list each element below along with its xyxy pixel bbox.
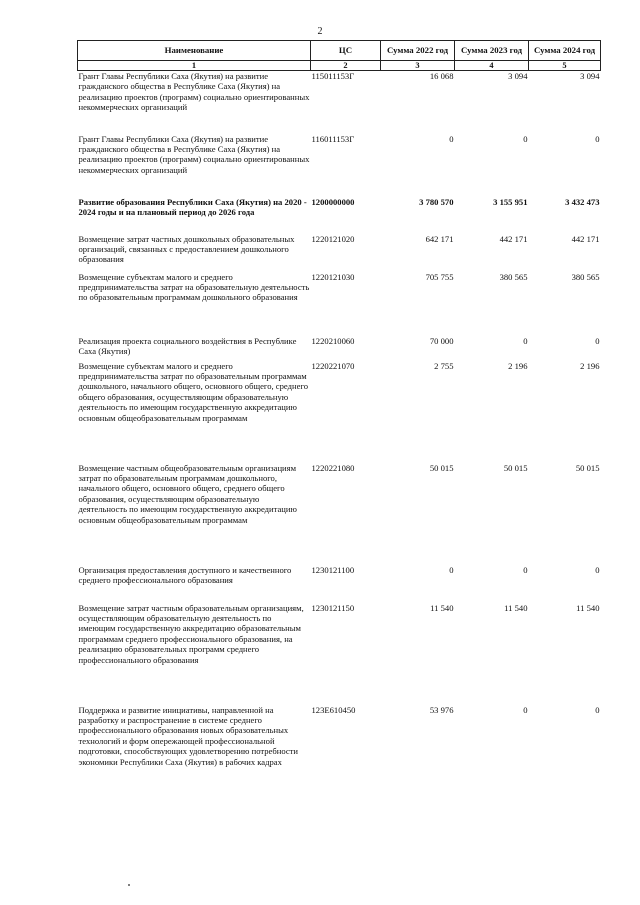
row-sum-2022: 16 068 (429, 71, 454, 81)
table-row (78, 71, 601, 134)
row-sum-2023: 11 540 (504, 602, 528, 613)
budget-table (77, 40, 601, 795)
row-cs: 123E610450 (311, 704, 356, 715)
row-name: Возмещение затрат частным образовательным организациям, осуществляющим образовательную деятельность по имеющим государственную аккредитацию образовательным программам среднего профессионального образования, на реализацию образовательных программ среднего профессионального образования (78, 602, 304, 665)
column-number: 3 (381, 61, 455, 71)
table-row (78, 272, 601, 336)
header-sum-2022: Сумма 2022 год (381, 41, 455, 61)
row-sum-2023: 0 (523, 564, 528, 575)
row-sum-2023: 442 171 (499, 233, 528, 244)
row-name: Организация предоставления доступного и качественного среднего профессионального образования (78, 564, 292, 585)
table-row (78, 565, 601, 603)
header-sum-2024: Сумма 2024 год (529, 41, 601, 61)
row-sum-2023: 3 155 951 (493, 196, 528, 207)
row-sum-2024: 3 432 473 (565, 196, 600, 207)
row-sum-2024: 0 (595, 564, 600, 575)
row-sum-2024: 50 015 (575, 462, 600, 473)
table-row (78, 361, 601, 463)
row-cs: 1220121020 (311, 233, 355, 244)
row-sum-2024: 380 565 (571, 271, 600, 282)
table-row (78, 336, 601, 361)
table-header-row (78, 41, 601, 61)
row-cs: 1220210060 (311, 335, 355, 346)
row-cs: 115011153Г (311, 71, 355, 81)
row-name: Возмещение затрат частных дошкольных образовательных организаций, связанных с предоставлением дошкольного образования (78, 233, 295, 265)
column-number-row (78, 61, 601, 71)
row-sum-2022: 11 540 (430, 602, 454, 613)
row-name: Реализация проекта социального воздействия в Республике Саха (Якутия) (78, 335, 297, 356)
row-sum-2024: 11 540 (576, 602, 600, 613)
row-sum-2024: 3 094 (580, 71, 600, 81)
table-row (78, 463, 601, 565)
row-sum-2022: 3 780 570 (419, 196, 454, 207)
row-sum-2024: 0 (595, 133, 600, 144)
row-name: Развитие образования Республики Саха (Якутия) на 2020 - 2024 годы и на плановый период до 2026 года (78, 196, 307, 217)
table-row (78, 603, 601, 705)
row-sum-2024: 442 171 (571, 233, 600, 244)
scan-dot (128, 884, 130, 886)
table-row (78, 134, 601, 197)
table-row (78, 705, 601, 795)
column-number: 5 (529, 61, 601, 71)
column-number: 1 (78, 61, 311, 71)
row-sum-2023: 2 196 (508, 360, 528, 371)
row-sum-2022: 70 000 (429, 335, 454, 346)
row-cs: 1220221080 (311, 462, 355, 473)
row-sum-2023: 0 (523, 704, 528, 715)
row-cs: 1230121100 (311, 564, 355, 575)
row-name: Возмещение субъектам малого и среднего предпринимательства затрат по образовательным программам дошкольного, начального общего, основного общего, среднего общего образования, осуществляющим образовательную деятельность по имеющим государственную аккредитацию основным общеобразовательным программам (78, 360, 309, 423)
row-cs: 1230121150 (311, 602, 355, 613)
row-sum-2024: 0 (595, 704, 600, 715)
row-cs: 1200000000 (311, 196, 355, 207)
header-sum-2023: Сумма 2023 год (455, 41, 529, 61)
row-cs: 116011153Г (311, 133, 355, 144)
row-sum-2022: 642 171 (425, 233, 454, 244)
row-sum-2022: 705 755 (425, 271, 454, 282)
row-sum-2022: 50 015 (429, 462, 454, 473)
column-number: 2 (311, 61, 381, 71)
page-number: 2 (317, 26, 323, 37)
row-sum-2022: 2 755 (434, 360, 454, 371)
header-cs: ЦС (311, 41, 381, 61)
row-name: Поддержка и развитие инициативы, направленной на разработку и распространение в системе среднего профессионального образования новых образовательных технологий и форм опережающей профессиональной подготовки, способствующих удовлетворению потребности экономики Республики Саха (Якутия) в рабочих кадрах (78, 704, 299, 767)
row-sum-2024: 2 196 (580, 360, 600, 371)
table-row (78, 197, 601, 234)
row-sum-2022: 0 (449, 564, 454, 575)
row-sum-2024: 0 (595, 335, 600, 346)
row-cs: 1220221070 (311, 360, 355, 371)
row-sum-2023: 0 (523, 133, 528, 144)
row-cs: 1220121030 (311, 271, 355, 282)
row-sum-2022: 0 (449, 133, 454, 144)
row-sum-2023: 0 (523, 335, 528, 346)
header-name: Наименование (78, 41, 311, 61)
row-sum-2023: 3 094 (508, 71, 528, 81)
row-name: Возмещение частным общеобразовательным организациям затрат по образовательным программам дошкольного, начального общего, основного общего, среднего общего образования, осуществляющим образовательную деятельность по имеющим государственную аккредитацию основным общеобразовательным программам (78, 462, 297, 525)
row-sum-2023: 50 015 (503, 462, 528, 473)
row-name: Грант Главы Республики Саха (Якутия) на развитие гражданского общества в Республике Саха (Якутия) на реализацию проектов (программ) социально ориентированных некоммерческих организаций (78, 71, 310, 113)
column-number: 4 (455, 61, 529, 71)
row-sum-2022: 53 976 (429, 704, 454, 715)
row-name: Грант Главы Республики Саха (Якутия) на развитие гражданского общества в Республике Саха (Якутия) на реализацию проектов (программ) социально ориентированных некоммерческих организаций (78, 133, 310, 175)
table-row (78, 234, 601, 272)
row-name: Возмещение субъектам малого и среднего предпринимательства затрат на образовательную деятельность по образовательным программам дошкольного образования (78, 271, 310, 303)
row-sum-2023: 380 565 (499, 271, 528, 282)
